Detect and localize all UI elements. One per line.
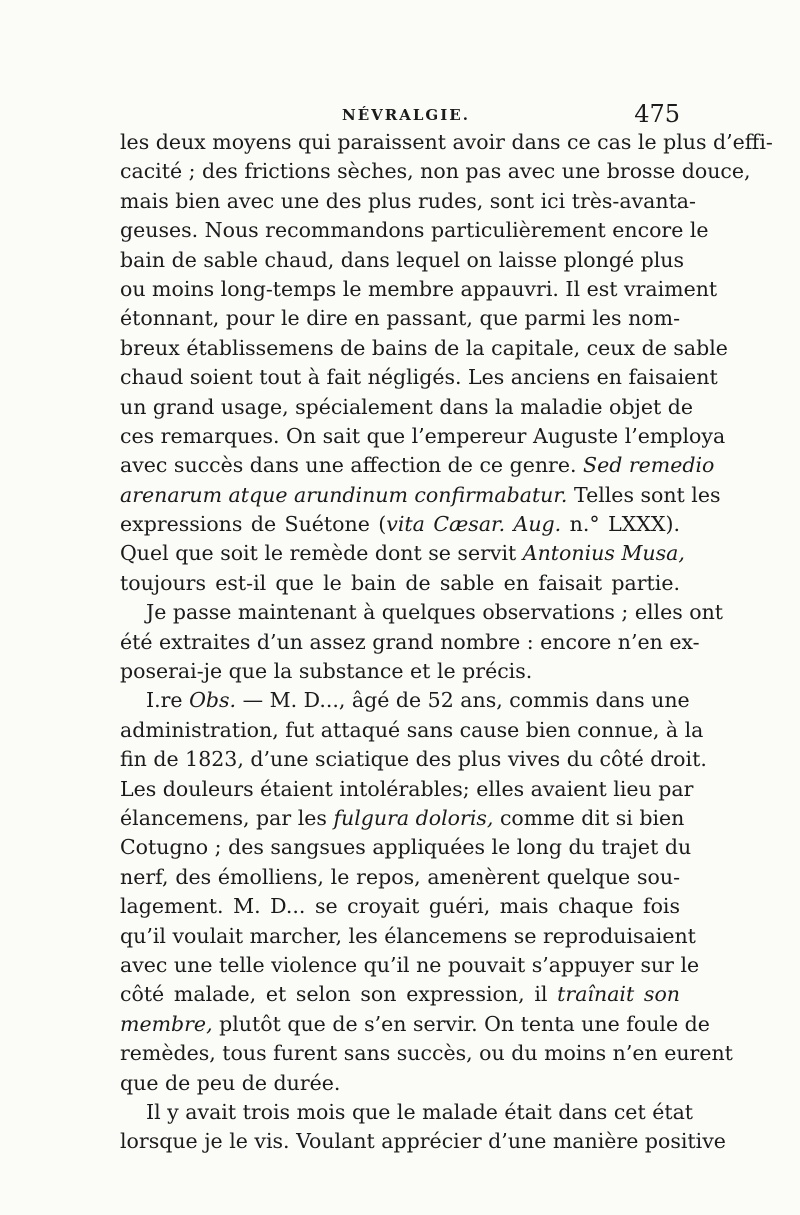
- text-line: bain de sable chaud, dans lequel on laisse plongé plus: [120, 247, 685, 272]
- text-line: membre, plutôt que de s’en servir. On tenta une foule de: [120, 1011, 710, 1036]
- text-line: étonnant, pour le dire en passant, que parmi les nom-: [120, 306, 680, 331]
- text-line: Quel que soit le remède dont se servit Antonius Musa,: [120, 541, 685, 566]
- observation-heading-line: I.re Obs. — M. D..., âgé de 52 ans, commis dans une: [146, 688, 690, 713]
- text-line: chaud soient tout à fait négligés. Les anciens en faisaient: [120, 365, 718, 390]
- text-line: avec succès dans une affection de ce genre. Sed remedio: [120, 453, 715, 478]
- text-line: expressions de Suétone (vita Cæsar. Aug. n.° LXXX).: [120, 512, 680, 537]
- text-line: Je passe maintenant à quelques observations ; elles ont: [146, 600, 724, 625]
- text-line: les deux moyens qui paraissent avoir dans ce cas le plus d’effi-: [120, 130, 773, 154]
- text-line: ces remarques. On sait que l’empereur Auguste l’employa: [120, 423, 726, 448]
- text-line: administration, fut attaqué sans cause bien connue, à la: [120, 717, 704, 742]
- text-line: lorsque je le vis. Voulant apprécier d’une manière positive: [120, 1129, 726, 1154]
- text-line: avec une telle violence qu’il ne pouvait s’appuyer sur le: [120, 952, 700, 977]
- text-line: côté malade, et selon son expression, il traînait son: [120, 982, 680, 1007]
- page-number: 475: [634, 100, 680, 128]
- text-line: poserai-je que la substance et le précis.: [120, 659, 533, 684]
- text-line: été extraites d’un assez grand nombre : encore n’en ex-: [120, 629, 700, 654]
- text-line: Les douleurs étaient intolérables; elles avaient lieu par: [120, 776, 694, 801]
- text-line: remèdes, tous furent sans succès, ou du moins n’en eurent: [120, 1041, 733, 1066]
- text-line: mais bien avec une des plus rudes, sont ici très-avanta-: [120, 188, 696, 213]
- text-line: élancemens, par les fulgura doloris, comme dit si bien: [120, 805, 685, 830]
- text-line: Cotugno ; des sangsues appliquées le long du trajet du: [120, 835, 692, 860]
- text-line: nerf, des émolliens, le repos, amenèrent quelque sou-: [120, 864, 680, 889]
- chapter-title: NÉVRALGIE.: [342, 106, 470, 124]
- text-line: geuses. Nous recommandons particulièrement encore le: [120, 218, 709, 243]
- text-line: un grand usage, spécialement dans la maladie objet de: [120, 394, 693, 419]
- body-text: [120, 128, 773, 1157]
- text-line: breux établissemens de bains de la capitale, ceux de sable: [120, 335, 728, 360]
- text-line: toujours est-il que le bain de sable en faisait partie.: [120, 570, 680, 595]
- text-line: fin de 1823, d’une sciatique des plus vives du côté droit.: [120, 747, 707, 772]
- text-line: Il y avait trois mois que le malade était dans cet état: [146, 1099, 694, 1124]
- text-line: ou moins long-temps le membre appauvri. Il est vraiment: [120, 276, 718, 301]
- text-line: lagement. M. D... se croyait guéri, mais chaque fois: [120, 894, 680, 919]
- text-line: cacité ; des frictions sèches, non pas avec une brosse douce,: [120, 159, 751, 184]
- text-line: qu’il voulait marcher, les élancemens se reproduisaient: [120, 923, 696, 948]
- text-line: que de peu de durée.: [120, 1070, 341, 1095]
- running-head: [120, 100, 680, 130]
- text-line: arenarum atque arundinum confirmabatur. Telles sont les: [120, 482, 721, 507]
